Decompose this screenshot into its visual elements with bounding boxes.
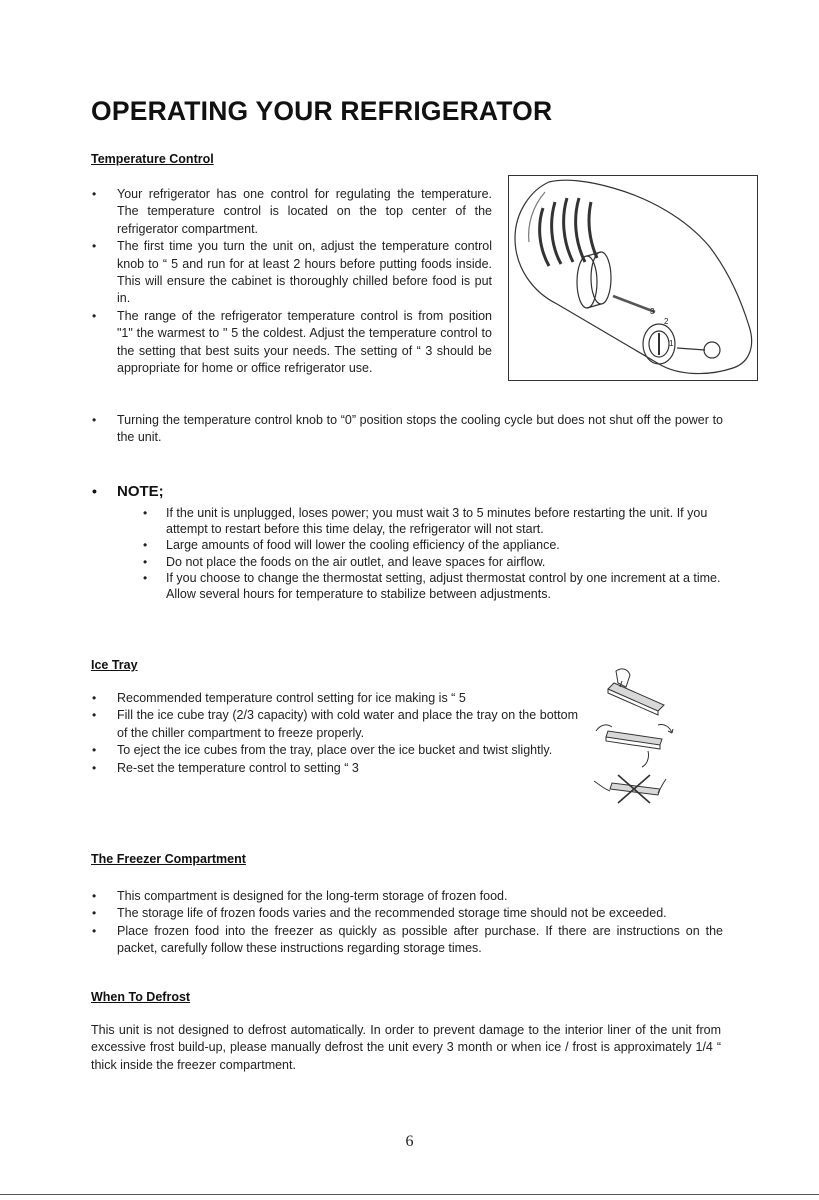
thermostat-figure <box>508 175 758 381</box>
list-item: • Turning the temperature control knob to “0” position stops the cooling cycle but does not shut off the power to the unit. <box>91 412 723 447</box>
ice-tray-heading: Ice Tray <box>91 658 138 672</box>
note-heading: • NOTE; <box>91 483 731 500</box>
defrost-paragraph: This unit is not designed to defrost automatically. In order to prevent damage to the interior liner of the unit from excessive frost build-up, please manually defrost the unit every 3 month or when ice / frost is approximately 1/4 “ thick inside the freezer compartment. <box>91 1023 721 1072</box>
list-item: • Large amounts of food will lower the cooling efficiency of the appliance. <box>91 537 731 553</box>
list-item: • Do not place the foods on the air outlet, and leave spaces for airflow. <box>91 554 731 570</box>
thermostat-housing-illustration <box>509 176 757 380</box>
list-item: • To eject the ice cubes from the tray, place over the ice bucket and twist slightly. <box>91 742 578 759</box>
list-item: • Your refrigerator has one control for regulating the temperature. The temperature control is located on the top center of the refrigerator compartment. <box>91 186 492 238</box>
list-item: • If the unit is unplugged, loses power; you must wait 3 to 5 minutes before restarting the unit. If you attempt to restart before this time delay, the refrigerator will not start. <box>91 505 731 537</box>
knob-label-3: 3 <box>650 307 655 316</box>
temperature-control-list <box>91 186 492 377</box>
list-item: • Place frozen food into the freezer as quickly as possible after purchase. If there are instructions on the packet, carefully follow these instructions regarding storage times. <box>91 923 723 958</box>
knob-label-2: 2 <box>664 317 669 326</box>
list-item: • Re-set the temperature control to setting “ 3 <box>91 760 578 777</box>
fill-tray-icon <box>608 669 664 715</box>
no-twist-icon <box>594 775 666 803</box>
temperature-control-heading: Temperature Control <box>91 152 214 166</box>
page-title: OPERATING YOUR REFRIGERATOR <box>91 96 553 126</box>
list-item: • Fill the ice cube tray (2/3 capacity) with cold water and place the tray on the bottom of the chiller compartment to freeze properly. <box>91 707 578 742</box>
list-item: • The storage life of frozen foods varies and the recommended storage time should not be exceeded. <box>91 905 723 922</box>
note-list <box>91 505 731 602</box>
temperature-control-list-continued <box>91 412 723 447</box>
page-number: 6 <box>405 1133 414 1150</box>
list-item: • The range of the refrigerator temperature control is from position "1" the warmest to " 5 the coldest. Adjust the temperature control to the setting that best suits your needs. The setting of “ 3 should be appropriate for home or office refrigerator use. <box>91 308 492 378</box>
twist-tray-icon <box>596 724 673 767</box>
knob-label-1: 1 <box>669 339 674 348</box>
freezer-list <box>91 888 723 958</box>
list-item: • This compartment is designed for the long-term storage of frozen food. <box>91 888 723 905</box>
list-item: • If you choose to change the thermostat setting, adjust thermostat control by one increment at a time. Allow several hours for temperature to stabilize between adjustments. <box>91 570 731 602</box>
freezer-heading: The Freezer Compartment <box>91 852 246 866</box>
list-item: • The first time you turn the unit on, adjust the temperature control knob to “ 5 and run for at least 2 hours before putting foods inside. This will ensure the cabinet is thoroughly chilled before food is put in. <box>91 238 492 308</box>
ice-tray-icons <box>588 665 684 815</box>
ice-tray-illustrations <box>588 665 684 815</box>
defrost-heading: When To Defrost <box>91 990 191 1004</box>
list-item: • Recommended temperature control setting for ice making is “ 5 <box>91 690 578 707</box>
note-block <box>91 483 731 602</box>
ice-tray-list <box>91 690 578 777</box>
bottom-rule <box>0 1194 819 1195</box>
